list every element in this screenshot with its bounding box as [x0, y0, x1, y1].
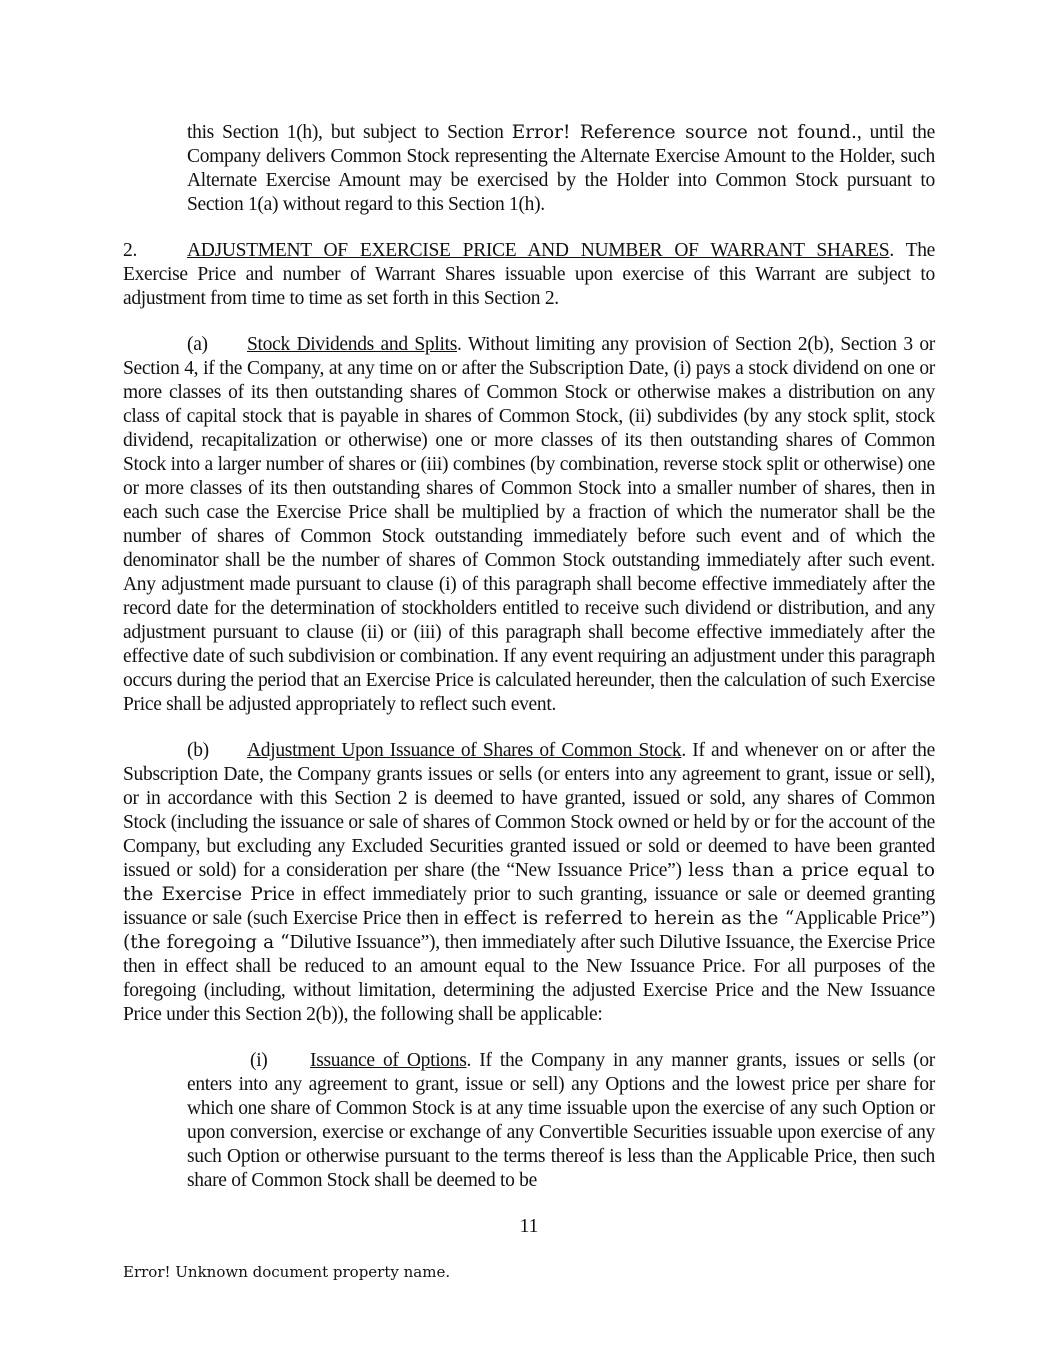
- text-run: Dilutive Issuance”), then immediately after such Dilutive Issuance, the Exercise Price then in effect shall be reduced to an amount equal to the New Issuance Price. For all purposes of the foregoing (including, without limitation, determining the adjusted Exercise Price and the New Issuance Price under this Section 2(b)), the following shall be applicable:: [123, 932, 935, 1025]
- text-run: Applicable Price”): [794, 908, 936, 929]
- heading-run: Issuance of Options: [310, 1050, 467, 1071]
- text-run: effect is referred to herein as the “: [463, 908, 795, 929]
- list-label: (i): [250, 1050, 268, 1071]
- text-run: . If and whenever on or after the Subscription Date, the Company grants issues or sells (or enters into any agreement to grant, issue or sell), or in accordance with this Section 2 is deemed to have granted, issued or sold, any shares of Common Stock (including the issuance or sale of shares of Common Stock owned or held by or for the account of the Company, but excluding any Excluded Securities granted issued or sold or deemed to have been granted issued or sold) for a consideration per share (the “New Issuance Price”): [123, 740, 935, 881]
- paragraph-section-2b-i: [187, 1049, 935, 1193]
- text-run: . Without limiting any provision of Section 2(b), Section 3 or Section 4, if the Company, at any time on or after the Subscription Date, (i) pays a stock dividend on one or more classes of its then outstanding shares of Common Stock or otherwise makes a distribution on any class of capital stock that is payable in shares of Common Stock, (ii) subdivides (by any stock split, stock dividend, recapitalization or otherwise) one or more classes of its then outstanding shares of Common Stock into a larger number of shares or (iii) combines (by combination, reverse stock split or otherwise) one or more classes of its then outstanding shares of Common Stock into a smaller number of shares, then in each such case the Exercise Price shall be multiplied by a fraction of which the numerator shall be the number of shares of Common Stock outstanding immediately before such event and of which the denominator shall be the number of shares of Common Stock outstanding immediately after such event. Any adjustment made pursuant to clause (i) of this paragraph shall become effective immediately after the record date for the determination of stockholders entitled to receive such dividend or distribution, and any adjustment pursuant to clause (ii) or (iii) of this paragraph shall become effective immediately after the effective date of such subdivision or combination. If any event requiring an adjustment under this paragraph occurs during the period that an Exercise Price is calculated hereunder, then the calculation of such Exercise Price shall be adjusted appropriately to reflect such event.: [123, 334, 936, 715]
- paragraph-section-2b: [123, 739, 935, 1027]
- text-run: ce in effect immediately prior to such granting, issuance or sale or deemed granting issuance or sale (such Exercise Price then in: [123, 884, 935, 929]
- list-label: (b): [187, 740, 209, 761]
- paragraph-section-2: [123, 239, 935, 311]
- heading-run: Adjustment Upon Issuance of Shares of Common Stock: [247, 740, 682, 761]
- footer-error-note: Error! Unknown document property name.: [123, 1263, 451, 1281]
- heading-run: Stock Dividends and Splits: [247, 334, 458, 355]
- list-label: (a): [187, 334, 208, 355]
- text-run: . The Exercise Price and number of Warrant Shares issuable upon exercise of this Warrant are subject to adjustment from time to time as set forth in this Section 2.: [123, 240, 936, 309]
- list-label: 2.: [123, 240, 138, 261]
- page-number: 11: [519, 1216, 539, 1237]
- text-run: this Section 1(h), but subject to Section: [187, 122, 512, 143]
- text-run: . If the Company in any manner grants, issues or sells (or enters into any agreement to grant, issue or sell) any Options and the lowest price per share for which one share of Common Stock is at any time issuable upon the exercise of any such Option or upon conversion, exercise or exchange of any Convertible Securities issuable upon exercise of any such Option or otherwise pursuant to the terms thereof is less than the Applicable Price, then such share of Common Stock shall be deemed to be: [187, 1050, 935, 1191]
- text-run: , until the Company delivers Common Stock representing the Alternate Exercise Amount to the Holder, such Alternate Exercise Amount may be exercised by the Holder into Common Stock pursuant to Section 1(a) without regard to this Section 1(h).: [187, 122, 935, 215]
- heading-run: ADJUSTMENT OF EXERCISE PRICE AND NUMBER OF WARRANT SHARES: [187, 240, 890, 261]
- paragraph-section-1h-continuation: [187, 121, 935, 217]
- text-run: Error! Reference source not found.: [511, 122, 857, 143]
- text-run: less than a price equal to the Exercise Pri: [123, 860, 935, 905]
- text-run: (the foregoing a “: [123, 932, 290, 953]
- paragraph-section-2a: [123, 333, 935, 717]
